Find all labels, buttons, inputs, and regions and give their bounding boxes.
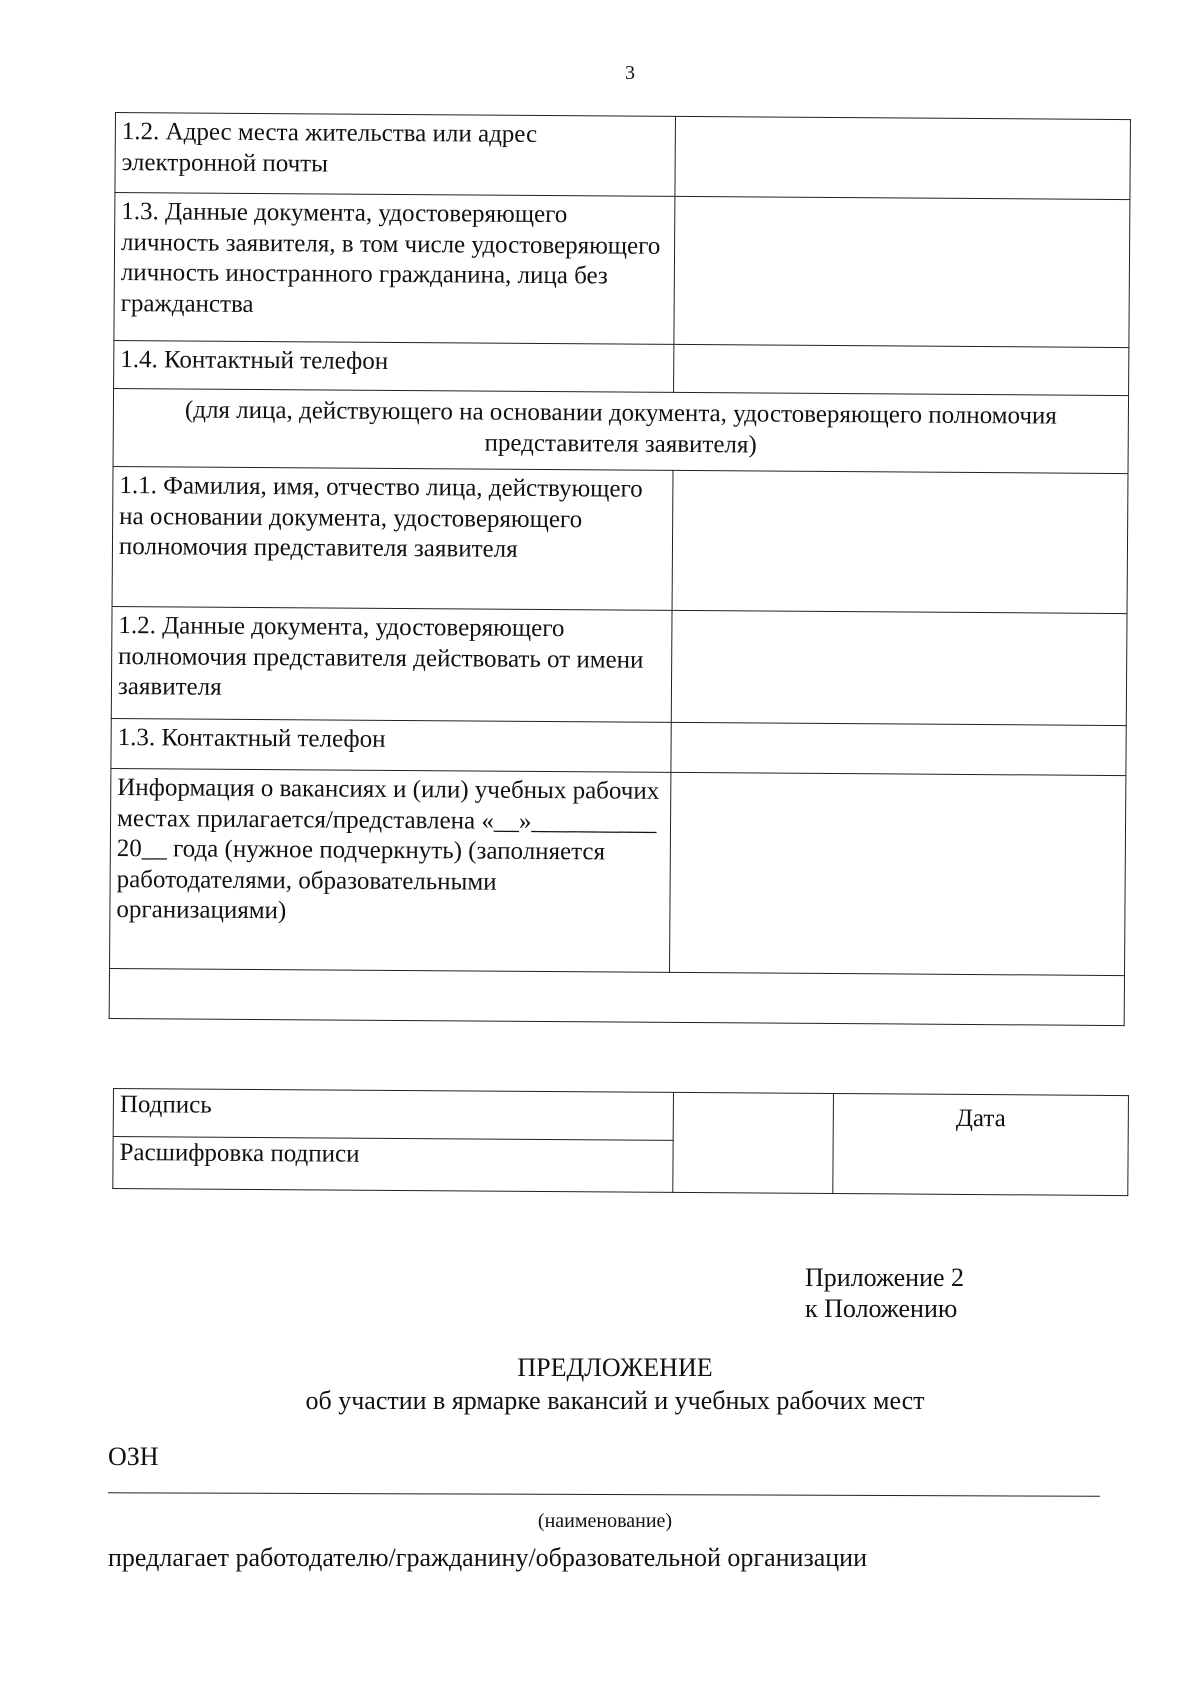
title-main: ПРЕДЛОЖЕНИЕ <box>517 1353 713 1382</box>
form-value-field[interactable] <box>670 772 1126 975</box>
form-label: 1.2. Адрес места жительства или адрес электронной почты <box>115 113 676 197</box>
appendix-line-1: Приложение 2 <box>805 1263 965 1292</box>
form-value-field[interactable] <box>675 116 1131 199</box>
form-value-field[interactable] <box>672 470 1128 613</box>
form-value-field[interactable] <box>671 722 1126 775</box>
form-label: 1.3. Данные документа, удостоверяющего личность заявителя, в том числе удостоверяющего личность иностранного гражданина, лица без гражданства <box>114 193 675 345</box>
appendix-note <box>805 1262 964 1324</box>
form-row-representative-phone <box>111 718 1126 775</box>
section-heading: (для лица, действующего на основании документа, удостоверяющего полномочия представителя заявителя) <box>113 388 1129 473</box>
form-label: 1.2. Данные документа, удостоверяющего полномочия представителя действовать от имени заявителя <box>111 606 672 722</box>
page-number: 3 <box>625 62 635 84</box>
form-label: 1.4. Контактный телефон <box>114 340 674 392</box>
form-section-representative <box>113 388 1129 473</box>
applicant-form-table <box>109 112 1131 1026</box>
appendix-line-2: к Положению <box>805 1294 958 1324</box>
form-value-field[interactable] <box>674 196 1130 347</box>
form-label: 1.1. Фамилия, имя, отчество лица, действующего на основании документа, удостоверяющего полномочия представителя заявителя <box>112 466 673 610</box>
ozn-label: ОЗН <box>108 1442 159 1471</box>
signature-table <box>112 1088 1129 1196</box>
date-label: Дата <box>833 1094 1129 1196</box>
title-subtitle: об участии в ярмарке вакансий и учебных рабочих мест <box>305 1385 925 1415</box>
name-caption: (наименование) <box>537 1510 673 1532</box>
form-value-field[interactable] <box>674 344 1129 395</box>
signature-decode-label: Расшифровка подписи <box>113 1137 673 1193</box>
signature-field[interactable] <box>673 1092 834 1193</box>
form-label: 1.3. Контактный телефон <box>111 718 671 772</box>
form-row-address <box>115 113 1131 200</box>
form-value-field[interactable] <box>671 610 1127 725</box>
form-row-identity-document <box>114 193 1130 348</box>
offer-text: предлагает работодателю/гражданину/образовательной организации <box>108 1543 868 1572</box>
document-title <box>0 1352 1200 1417</box>
form-row-authority-document <box>111 606 1127 725</box>
blank-row <box>109 968 1124 1025</box>
form-row-blank <box>109 968 1124 1025</box>
name-underline-field[interactable] <box>108 1492 1100 1496</box>
signature-label: Подпись <box>113 1089 673 1141</box>
form-row-phone <box>114 340 1129 395</box>
form-row-representative-name <box>112 466 1128 613</box>
form-row-vacancy-info <box>110 768 1126 975</box>
form-label: Информация о вакансиях и (или) учебных рабочих местах прилагается/представлена «__»__________ 20__ года (нужное подчеркнуть) (заполняется работодателями, образовательными организациями) <box>110 768 671 972</box>
